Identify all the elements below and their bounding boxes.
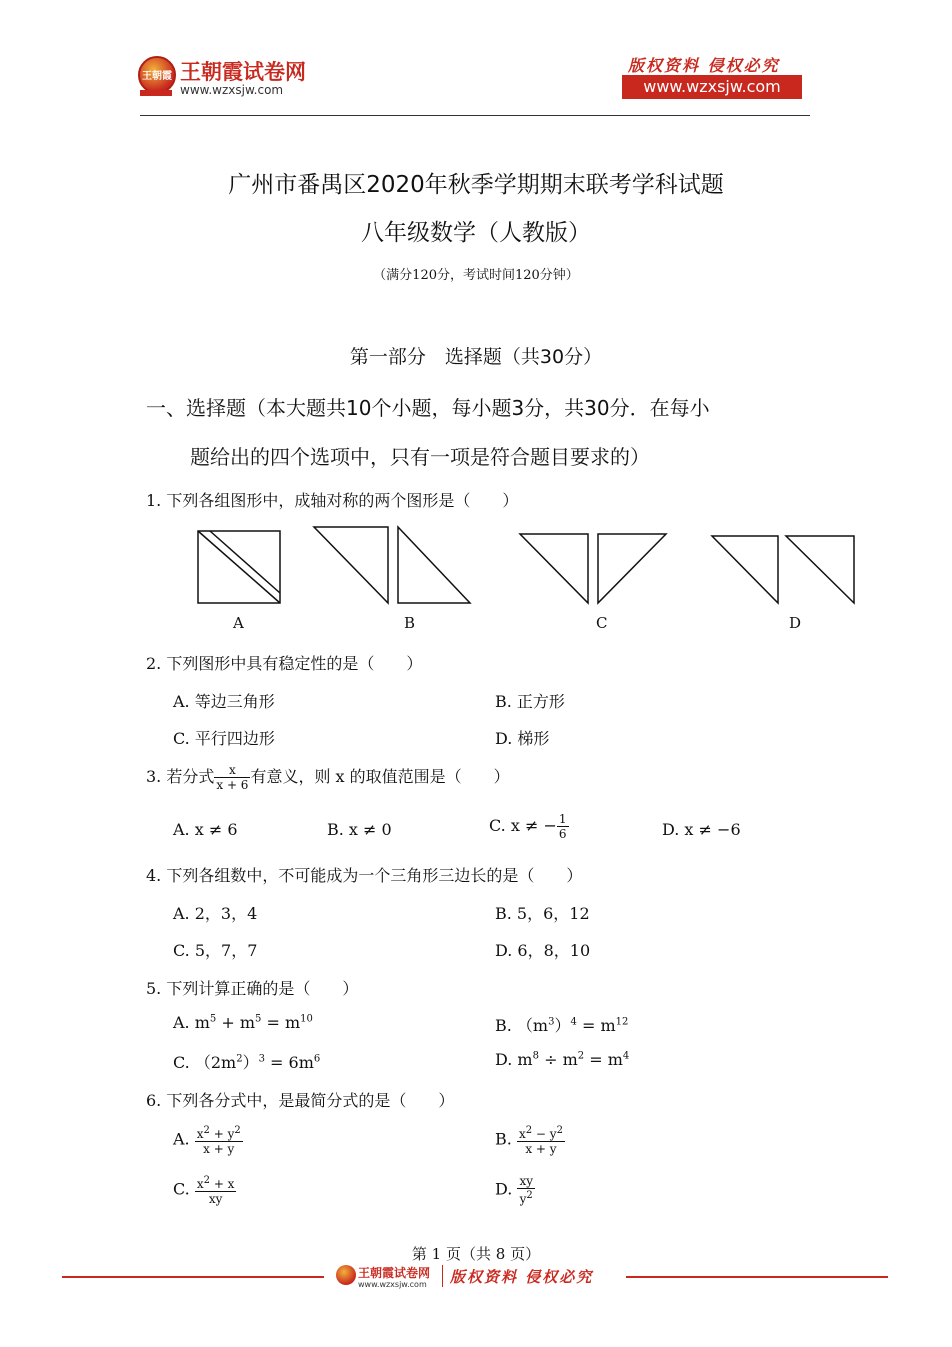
question-2-option-a: A. 等边三角形 [173, 692, 275, 711]
question-6-option-a: A. $\frac{x^2 + y^2}{x + y}$ [173, 1125, 241, 1156]
question-5-stem: 5. 下列计算正确的是（ ） [146, 979, 359, 998]
question-4-option-c: C. 5，7，7 [173, 941, 258, 960]
footer-logo-name: 王朝霞试卷网 [358, 1266, 431, 1280]
footer-logo-url: www.wzxsjw.com [358, 1280, 427, 1289]
question-1-figures [180, 522, 880, 614]
question-6-option-b: B. $\frac{x^2 - y^2}{x + y}$ [495, 1125, 563, 1156]
footer-logo-icon [336, 1265, 356, 1285]
exam-note: （满分120分，考试时间120分钟） [373, 268, 579, 283]
copyright-notice: 版权资料 侵权必究 [628, 56, 780, 75]
question-4-option-b: B. 5，6，12 [495, 904, 590, 923]
figure-c [520, 534, 666, 603]
question-5-option-a: A. $m^5 + m^5 = m^{10}$ [173, 1013, 313, 1032]
question-4-option-d: D. 6，8，10 [495, 941, 591, 960]
question-5-option-d: D. $m^8 \div m^2 = m^4$ [495, 1050, 630, 1069]
page-number: 第 1 页（共 8 页） [411, 1245, 541, 1263]
footer-line-right [626, 1276, 888, 1278]
logo-name: 王朝霞试卷网 [180, 60, 306, 84]
footer-separator [442, 1265, 443, 1287]
figure-b [314, 527, 470, 603]
figure-label-d: D [789, 614, 802, 632]
logo-url: www.wzxsjw.com [180, 83, 284, 97]
header-divider [140, 115, 810, 116]
header-url-badge: www.wzxsjw.com [622, 75, 802, 99]
section-instruction-line2: 题给出的四个选项中，只有一项是符合题目要求的） [190, 445, 650, 469]
section-instruction-line1: 一、选择题（本大题共10个小题，每小题3分，共30分．在每小 [146, 396, 710, 420]
part-heading: 第一部分 选择题（共30分） [349, 346, 603, 368]
figure-label-b: B [404, 614, 416, 632]
question-4-option-a: A. 2，3，4 [173, 904, 258, 923]
exam-title: 广州市番禺区2020年秋季学期期末联考学科试题 [228, 172, 724, 198]
figure-label-c: C [596, 614, 608, 632]
question-5-option-b: B. $(m^3)^4 = m^{12}$ [495, 1016, 629, 1035]
exam-subtitle: 八年级数学（人教版） [361, 220, 591, 246]
question-6-stem: 6. 下列各分式中，是最简分式的是（ ） [146, 1091, 455, 1110]
question-6-option-d: D. $\frac{xy}{y^2}$ [495, 1174, 533, 1206]
question-1-stem: 1. 下列各组图形中，成轴对称的两个图形是（ ） [146, 491, 519, 510]
question-2-option-c: C. 平行四边形 [173, 729, 275, 748]
figure-d [712, 536, 854, 603]
question-5-option-c: C. $(2m^2)^3 = 6m^6$ [173, 1053, 321, 1072]
logo-ribbon [140, 90, 172, 96]
question-3-option-a: A. x ≠ 6 [173, 820, 238, 839]
question-2-option-b: B. 正方形 [495, 692, 565, 711]
logo-seal-icon: 王朝霞 [138, 56, 176, 94]
figure-label-a: A [233, 614, 244, 632]
footer-copyright: 版权资料 侵权必究 [450, 1268, 594, 1286]
question-4-stem: 4. 下列各组数中，不可能成为一个三角形三边长的是（ ） [146, 866, 583, 885]
footer-line-left [62, 1276, 324, 1278]
question-2-stem: 2. 下列图形中具有稳定性的是（ ） [146, 654, 423, 673]
question-3-option-b: B. x ≠ 0 [327, 820, 392, 839]
question-6-option-c: C. $\frac{x^2 + x}{xy}$ [173, 1175, 235, 1206]
question-2-option-d: D. 梯形 [495, 729, 550, 748]
question-3-option-c: C. x ≠ − $\frac{1}{6}$ [489, 812, 567, 841]
question-3-stem: 3. 若分式 $\frac{x}{x + 6}$ 有意义，则 x 的取值范围是（ ） [146, 763, 510, 792]
figure-a [198, 531, 280, 603]
question-3-option-d: D. x ≠ −6 [662, 820, 741, 839]
question-3-fraction: $\frac{x}{x + 6}$ [216, 763, 249, 792]
